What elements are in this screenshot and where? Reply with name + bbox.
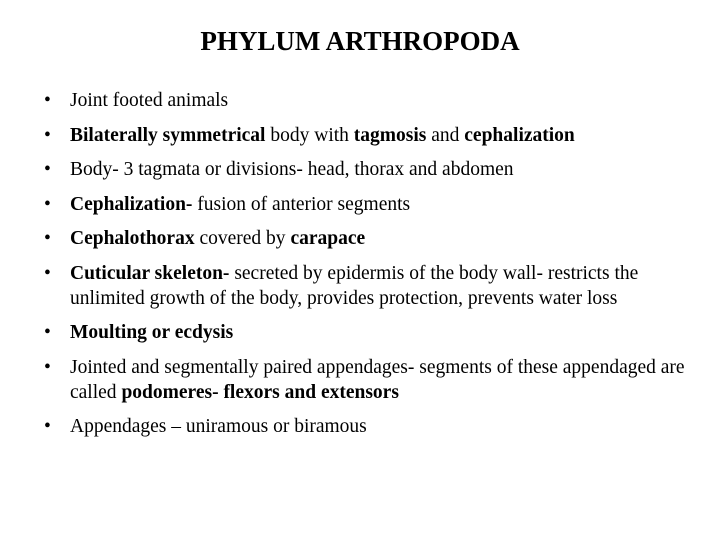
- text-segment: Jointed and segmentally paired appendages- segments of these appendaged are called: [70, 356, 685, 403]
- bullet-icon: •: [44, 228, 51, 249]
- bullet-item: [44, 320, 694, 345]
- text-segment: covered by: [194, 228, 291, 249]
- bullet-icon: •: [44, 90, 51, 111]
- bullet-icon: •: [44, 416, 51, 437]
- bold-text-segment: podomeres- flexors and extensors: [121, 381, 399, 403]
- text-segment: Body- 3 tagmata or divisions- head, thorax and abdomen: [70, 159, 514, 180]
- text-segment: and: [426, 124, 465, 146]
- bullet-icon: •: [44, 322, 51, 343]
- bullet-item: [44, 261, 694, 311]
- text-segment: secreted by epidermis of the body wall- restricts the unlimited growth of the body, provides protection, prevents water loss: [70, 262, 639, 309]
- text-segment: fusion of anterior segments: [192, 193, 411, 215]
- bullet-icon: •: [44, 356, 51, 378]
- bullet-list: [44, 88, 694, 449]
- bold-text-segment: Bilaterally symmetrical: [70, 124, 266, 146]
- bold-text-segment: Cephalization-: [70, 193, 193, 215]
- text-segment: body with: [265, 124, 354, 146]
- slide-title: PHYLUM ARTHROPODA: [200, 26, 520, 56]
- bullet-icon: •: [44, 193, 51, 215]
- bullet-item: [44, 123, 694, 148]
- bold-text-segment: Moulting or ecdysis: [70, 322, 234, 343]
- bold-text-segment: cephalization: [464, 124, 575, 146]
- bullet-item: [44, 192, 694, 217]
- bullet-icon: •: [44, 159, 51, 180]
- text-segment: Appendages – uniramous or biramous: [70, 416, 367, 437]
- bold-text-segment: Cuticular skeleton-: [70, 262, 230, 284]
- bullet-item: [44, 226, 694, 251]
- bullet-item: [44, 157, 694, 182]
- bullet-icon: •: [44, 124, 51, 146]
- bullet-item: [44, 414, 694, 439]
- bullet-item: [44, 355, 694, 405]
- bold-text-segment: carapace: [290, 228, 366, 249]
- bullet-item: [44, 88, 694, 113]
- bold-text-segment: tagmosis: [353, 124, 427, 146]
- bullet-icon: •: [44, 262, 51, 284]
- bold-text-segment: Cephalothorax: [70, 228, 195, 249]
- text-segment: Joint footed animals: [70, 90, 229, 111]
